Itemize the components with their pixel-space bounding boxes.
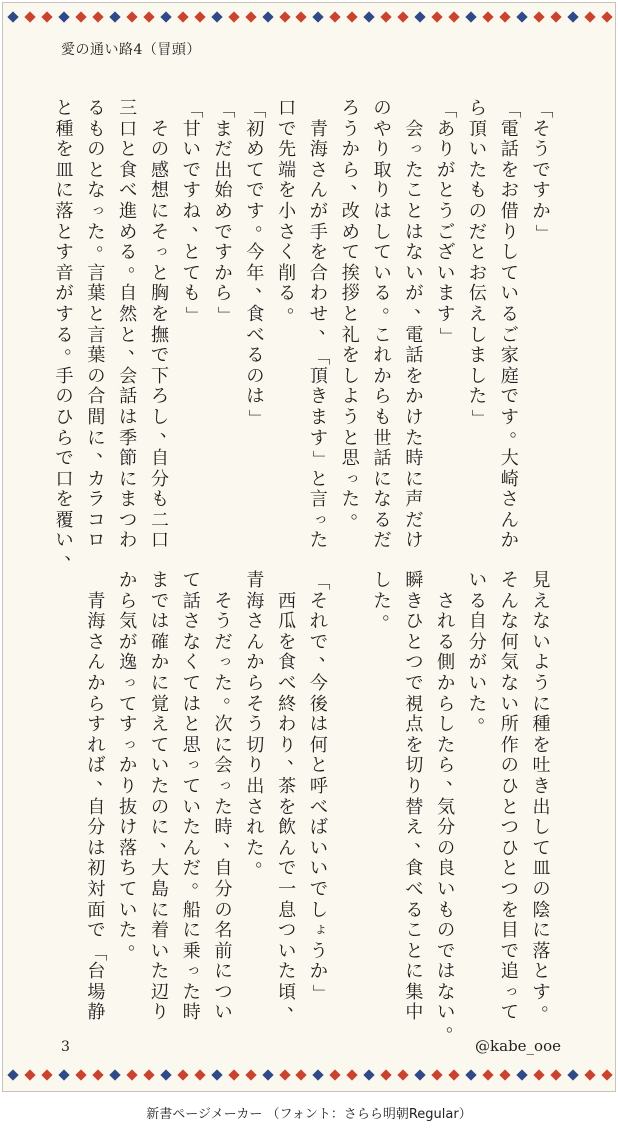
border-diamond: [126, 11, 137, 22]
border-diamond: [516, 1069, 527, 1080]
border-diamond: [109, 1069, 120, 1080]
border-diamond: [330, 11, 341, 22]
border-diamond: [313, 1069, 324, 1080]
author-handle: @kabe_ooe: [475, 1037, 561, 1055]
border-diamond: [465, 11, 476, 22]
border-diamond: [92, 1069, 103, 1080]
text-column: [335, 571, 366, 1001]
border-diamond: [398, 11, 409, 22]
bottom-diamond-border: [9, 1067, 611, 1083]
top-diamond-border: [9, 9, 611, 25]
border-diamond: [449, 11, 460, 22]
border-diamond: [482, 1069, 493, 1080]
border-diamond: [194, 1069, 205, 1080]
border-diamond: [381, 11, 392, 22]
book-page: [2, 2, 616, 1092]
text-column: 「 あ り が と う ご ざ い ま す 」: [436, 100, 458, 345]
border-diamond: [567, 1069, 578, 1080]
border-diamond: [601, 1069, 612, 1080]
border-diamond: [177, 11, 188, 22]
page-number: 3: [61, 1039, 70, 1055]
border-diamond: [228, 11, 239, 22]
text-column: 「 電 話 を お 借 り し て い る ご 家 庭 で す 。 大 崎 さ ん か: [500, 100, 528, 552]
border-diamond: [550, 1069, 561, 1080]
border-diamond: [364, 11, 375, 22]
border-diamond: [499, 1069, 510, 1080]
border-diamond: [245, 11, 256, 22]
border-diamond: [432, 11, 443, 22]
text-column: さ れ る 側 か ら し た ら 、 気 分 の 良 い も の で は な い 。: [437, 590, 465, 1037]
text-column: 青 海 さ ん か ら す れ ば 、 自 分 は 初 対 面 で 「 台 場 静: [86, 590, 115, 1024]
border-diamond: [330, 1069, 341, 1080]
border-diamond: [432, 1069, 443, 1080]
border-diamond: [313, 11, 324, 22]
border-diamond: [24, 1069, 35, 1080]
border-diamond: [211, 1069, 222, 1080]
border-diamond: [262, 11, 273, 22]
border-diamond: [347, 11, 358, 22]
text-column: 青 海 さ ん が 手 を 合 わ せ 、 「 頂 き ま す 」 と 言 っ た: [309, 118, 337, 552]
border-diamond: [533, 11, 544, 22]
text-column: 「 甘 い で す ね 、 と て も 」: [182, 100, 210, 325]
border-diamond: [58, 11, 69, 22]
border-diamond: [228, 1069, 239, 1080]
text-column: そ う だ っ た 。 次 に 会 っ た 時 、 自 分 の 名 前 に つ い: [214, 590, 242, 1024]
border-diamond: [160, 1069, 171, 1080]
border-diamond: [160, 11, 171, 22]
border-diamond: [482, 11, 493, 22]
border-diamond: [92, 11, 103, 22]
border-diamond: [75, 11, 86, 22]
border-diamond: [279, 1069, 290, 1080]
lower-text-block: [80, 570, 560, 1037]
border-diamond: [109, 11, 120, 22]
footer-note: 新書ページメーカー （フォント：さらら明朝Regular）: [146, 1107, 472, 1122]
border-diamond: [584, 11, 595, 22]
border-diamond: [567, 11, 578, 22]
border-diamond: [347, 1069, 358, 1080]
border-diamond: [584, 1069, 595, 1080]
text-column: 「 そ れ で 、 今 後 は 何 と 呼 べ ば い い で し ょ う か 」: [309, 572, 337, 1003]
text-column: 「 そ う で す か 」: [531, 100, 553, 242]
text-column: 西 瓜 を 食 べ 終 わ り 、 茶 を 飲 ん で 一 息 つ い た 頃 、: [278, 590, 306, 1016]
text-column: い る 自 分 が い た 。: [468, 570, 496, 728]
text-column: 三 口 と 食 べ 進 め る 。 自 然 と 、 会 話 は 季 節 に ま つ わ: [119, 98, 147, 552]
border-diamond: [262, 1069, 273, 1080]
border-diamond: [143, 11, 154, 22]
text-column: 「 初 め て で す 。 今 年 、 食 べ る の は 」: [245, 100, 274, 428]
border-diamond: [24, 11, 35, 22]
border-diamond: [194, 11, 205, 22]
text-column: 会 っ た こ と は な い が 、 電 話 を か け た 時 に 声 だ け: [405, 118, 433, 552]
border-diamond: [533, 1069, 544, 1080]
border-diamond: [381, 1069, 392, 1080]
border-diamond: [296, 1069, 307, 1080]
border-diamond: [143, 1069, 154, 1080]
text-column: て 話 さ な く て は と 思 っ て い た ん だ 。 船 に 乗 っ た 時: [182, 570, 210, 1024]
border-diamond: [75, 1069, 86, 1080]
text-column: る も の と な っ た 。 言 葉 と 言 葉 の 合 間 に 、 カ ラ コ ロ: [87, 98, 115, 552]
text-column: と 種 を 皿 に 落 と す 音 が す る 。 手 の ひ ら で 口 を 覆 い 、: [55, 98, 83, 565]
upper-text-block: [48, 98, 557, 565]
text-column: そ ん な 何 気 な い 所 作 の ひ と つ ひ と つ を 目 で 追 っ て: [500, 570, 519, 1024]
text-column: ま で は 確 か に 覚 え て い た の に 、 大 島 に 着 い た 辺 り: [150, 570, 178, 1024]
text-column: 瞬 き ひ と つ で 視 点 を 切 り 替 え 、 食 べ る こ と に 集 中: [405, 570, 433, 1024]
text-column: ら 頂 い た も の だ と お 伝 え し ま し た 」: [468, 98, 490, 428]
text-column: か ら 気 が 逸 っ て す っ か り 抜 け 落 ち て い た 。: [119, 570, 147, 954]
border-diamond: [296, 11, 307, 22]
text-column: 見 え な い よ う に 種 を 吐 き 出 し て 皿 の 陰 に 落 と す 。: [532, 570, 560, 1016]
border-diamond: [7, 1069, 18, 1080]
border-diamond: [550, 11, 561, 22]
text-column: 「 ま だ 出 始 め で す か ら 」: [213, 100, 235, 325]
border-diamond: [516, 11, 527, 22]
border-diamond: [58, 1069, 69, 1080]
border-diamond: [245, 1069, 256, 1080]
border-diamond: [465, 1069, 476, 1080]
text-column: 口 で 先 端 を 小 さ く 削 る 。: [278, 98, 306, 317]
border-diamond: [499, 11, 510, 22]
page-title: 愛の通い路4（冒頭）: [61, 42, 201, 58]
border-diamond: [601, 11, 612, 22]
border-diamond: [449, 1069, 460, 1080]
border-diamond: [7, 11, 18, 22]
text-column: 青 海 さ ん か ら そ う 切 り 出 さ れ た 。: [246, 570, 274, 872]
border-diamond: [415, 1069, 426, 1080]
border-diamond: [41, 1069, 52, 1080]
text-column: そ の 感 想 に そ っ と 胸 を 撫 で 下 ろ し 、 自 分 も 二 口: [150, 118, 178, 552]
border-diamond: [126, 1069, 137, 1080]
border-diamond: [279, 11, 290, 22]
text-column: の や り 取 り は し て い る 。 こ れ か ら も 世 話 に な る だ: [373, 98, 401, 552]
border-diamond: [211, 11, 222, 22]
border-diamond: [398, 1069, 409, 1080]
border-diamond: [364, 1069, 375, 1080]
text-column: し た 。: [373, 570, 401, 625]
text-column: ろ う か ら 、 改 め て 挨 拶 と 礼 を し よ う と 思 っ た 。: [341, 98, 369, 523]
border-diamond: [41, 11, 52, 22]
border-diamond: [415, 11, 426, 22]
border-diamond: [177, 1069, 188, 1080]
